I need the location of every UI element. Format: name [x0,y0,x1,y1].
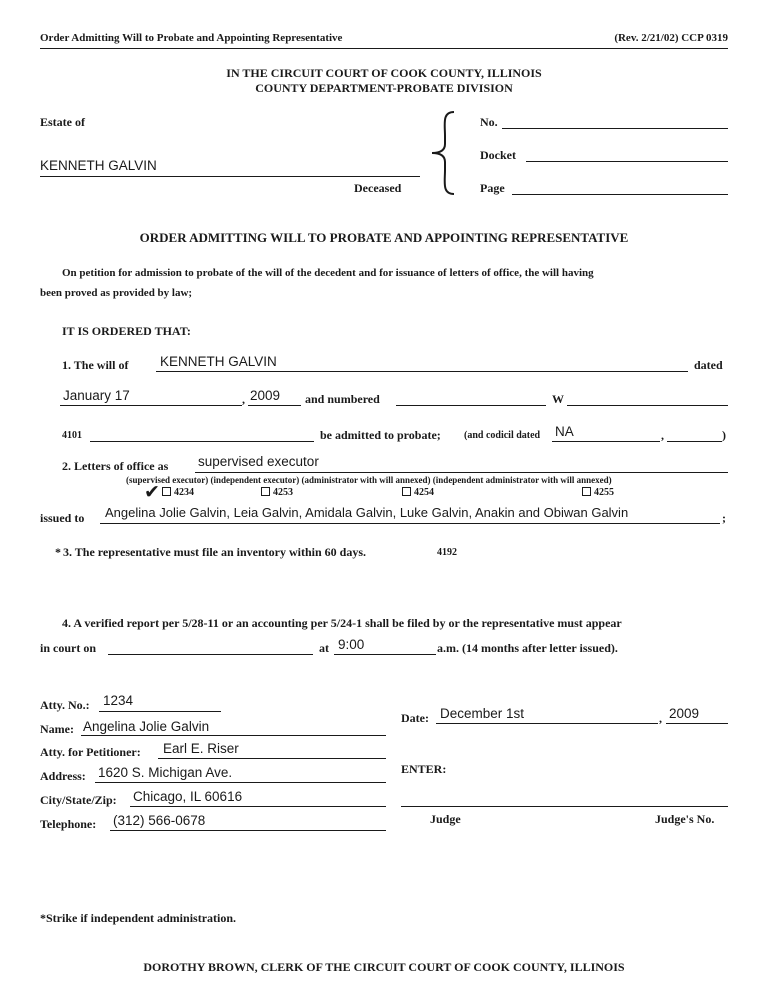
will-year-field[interactable]: 2009 [250,388,281,403]
enter-label: ENTER: [401,762,447,776]
issued-to-label: issued to [40,511,85,525]
address-field[interactable]: 1620 S. Michigan Ave. [98,765,233,780]
docket-label: Docket [480,148,516,162]
in-court-label: in court on [40,641,97,655]
issued-to-field[interactable]: Angelina Jolie Galvin, Leia Galvin, Amidala Galvin, Luke Galvin, Anakin and Obiwan Galvin [105,505,629,520]
option-code: 4255 [594,487,614,498]
address-line [95,782,386,783]
checkbox-icon[interactable] [402,487,411,496]
page-field[interactable] [512,194,728,195]
option-independent[interactable] [261,487,293,498]
letters-office-field[interactable]: supervised executor [198,454,319,469]
date-year-field[interactable]: 2009 [669,706,700,721]
w-label: W [552,392,564,406]
w-field[interactable] [567,405,728,406]
name-line [81,735,386,736]
form-revision: (Rev. 2/21/02) CCP 0319 [614,32,728,44]
inventory-clause: 3. The representative must file an inventory within 60 days. [63,545,367,559]
codicil-date-field[interactable]: NA [555,424,574,439]
codicil-date-line [552,441,660,442]
docket-field[interactable] [526,161,728,162]
strike-footnote: *Strike if independent administration. [40,911,237,925]
will-of-label: 1. The will of [62,358,129,372]
petitioner-label: Atty. for Petitioner: [40,745,141,759]
petitioner-line [158,758,386,759]
ordered-label: IT IS ORDERED THAT: [62,324,191,338]
form-title: Order Admitting Will to Probate and Appointing Representative [40,32,343,44]
will-date-field[interactable]: January 17 [63,388,130,403]
page-label: Page [480,181,505,195]
telephone-label: Telephone: [40,817,97,831]
caption-brace [428,110,462,196]
codicil-label: (and codicil dated [464,430,541,441]
letters-label: 2. Letters of office as [62,459,169,473]
will-year-line [248,405,301,406]
court-name: IN THE CIRCUIT COURT OF COOK COUNTY, ILLINOIS [226,66,542,80]
option-code: 4253 [273,487,293,498]
judge-no-label: Judge's No. [655,812,715,826]
letters-options-caption: (supervised executor) (independent executor) (administrator with will annexed) (independent administrator with will annexed) [126,475,612,485]
at-label: at [319,641,329,655]
year-comma: , [242,392,245,406]
deceased-label: Deceased [354,181,402,195]
city-line [130,806,386,807]
date-line [436,723,658,724]
codicil-close: ) [722,428,726,442]
admitted-label: be admitted to probate; [320,428,441,442]
date-field[interactable]: December 1st [440,706,525,721]
am-note: a.m. (14 months after letter issued). [437,641,618,655]
atty-no-field[interactable]: 1234 [103,693,134,708]
checkbox-icon[interactable] [261,487,270,496]
decedent-name-line [40,176,420,177]
court-time-line [334,654,436,655]
numbered-label: and numbered [305,392,380,406]
will-date-line [60,405,242,406]
date-label: Date: [401,711,429,725]
checkmark-icon: ✔ [144,481,160,503]
atty-no-label: Atty. No.: [40,698,90,712]
atty-no-line [99,711,221,712]
intro-line-1: On petition for admission to probate of the will of the decedent and for issuance of letters of office, the will having [62,267,594,279]
codicil-date-2-field[interactable] [667,441,722,442]
petitioner-field[interactable]: Earl E. Riser [163,741,239,756]
case-no-field[interactable] [502,128,728,129]
numbered-field[interactable] [396,405,546,406]
code-4101: 4101 [62,430,82,441]
address-label: Address: [40,769,86,783]
clerk-footer: DOROTHY BROWN, CLERK OF THE CIRCUIT COURT OF COOK COUNTY, ILLINOIS [143,960,625,974]
dated-label: dated [694,358,723,372]
admitted-field[interactable] [90,441,314,442]
header-rule [40,48,728,49]
telephone-field[interactable]: (312) 566-0678 [113,813,206,828]
option-code: 4254 [414,487,434,498]
checkbox-icon[interactable] [582,487,591,496]
case-no-label: No. [480,115,498,129]
court-time-field[interactable]: 9:00 [338,637,365,652]
estate-of-label: Estate of [40,115,85,129]
will-of-name-field[interactable]: KENNETH GALVIN [160,354,277,369]
intro-line-2: been proved as provided by law; [40,287,193,299]
judge-label: Judge [430,812,461,826]
option-code: 4234 [174,487,194,498]
issued-terminator: ; [722,511,726,525]
city-label: City/State/Zip: [40,793,117,807]
letters-office-line [195,472,728,473]
court-date-field[interactable] [108,654,313,655]
name-label: Name: [40,722,74,736]
will-of-name-line [156,371,688,372]
strike-star: * [55,545,61,559]
checkbox-icon[interactable] [162,487,171,496]
codicil-separator: , [661,428,664,442]
judge-signature-line[interactable] [401,806,728,807]
issued-to-line [100,523,720,524]
city-field[interactable]: Chicago, IL 60616 [133,789,243,804]
court-division: COUNTY DEPARTMENT-PROBATE DIVISION [255,81,513,95]
option-admin-will[interactable] [402,487,434,498]
date-year-comma: , [659,711,662,725]
option-supervised[interactable] [162,487,194,498]
telephone-line [110,830,386,831]
decedent-name-field[interactable]: KENNETH GALVIN [40,158,157,173]
name-field[interactable]: Angelina Jolie Galvin [83,719,210,734]
date-year-line [666,723,728,724]
report-clause: 4. A verified report per 5/28-11 or an accounting per 5/24-1 shall be filed by or the representative must appear [62,616,622,630]
code-4192: 4192 [437,547,457,558]
option-indep-admin-will[interactable] [582,487,614,498]
order-title: ORDER ADMITTING WILL TO PROBATE AND APPOINTING REPRESENTATIVE [139,230,629,245]
